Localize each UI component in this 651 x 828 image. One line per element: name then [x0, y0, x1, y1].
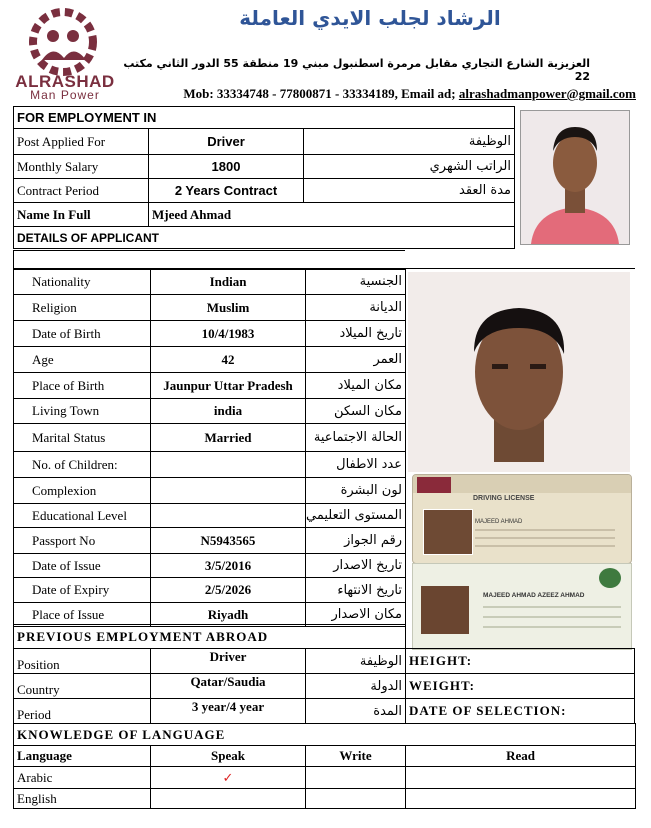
- religion-value: Muslim: [151, 295, 306, 321]
- label: Contract Period: [14, 179, 149, 203]
- place-of-issue-value: Riyadh: [151, 603, 306, 627]
- qatar-license-card: [412, 474, 632, 564]
- label-ar: الوظيفة: [304, 129, 515, 155]
- label: Position: [14, 649, 151, 674]
- employment-table: [13, 106, 515, 249]
- column-header: Speak: [151, 746, 306, 767]
- company-title-arabic: الرشاد لجلب الايدي العاملة: [239, 6, 501, 30]
- label: Passport No: [14, 528, 151, 554]
- label: No. of Children:: [14, 452, 151, 478]
- marital-value: Married: [151, 424, 306, 452]
- write-cell: [306, 767, 406, 789]
- birthplace-value: Jaunpur Uttar Pradesh: [151, 373, 306, 399]
- contact-phones: Mob: 33334748 - 77800871 - 33334189, Email ad;: [183, 86, 459, 101]
- label-ar: الجنسية: [306, 269, 406, 295]
- label: Age: [14, 347, 151, 373]
- label: Country: [14, 674, 151, 699]
- license-name: MAJEED AHMAD: [475, 519, 523, 525]
- label-ar: الدولة: [306, 674, 406, 699]
- label-ar: عدد الاطفال: [306, 452, 406, 478]
- language-name: English: [14, 789, 151, 809]
- column-header: Write: [306, 746, 406, 767]
- read-cell: [406, 789, 636, 809]
- label-ar: لون البشرة: [306, 478, 406, 504]
- applicant-heading: DETAILS OF APPLICANT: [14, 227, 515, 249]
- height-label: HEIGHT:: [406, 649, 635, 674]
- label: Nationality: [14, 269, 151, 295]
- spacer-row: [14, 251, 406, 270]
- label: Date of Expiry: [14, 578, 151, 603]
- children-value: [151, 452, 306, 478]
- weight-label: WEIGHT:: [406, 674, 635, 699]
- iqama-name: MAJEED AHMAD AZEEZ AHMAD: [483, 592, 585, 599]
- label-ar: الوظيفة: [306, 649, 406, 674]
- language-name: Arabic: [14, 767, 151, 789]
- label: Marital Status: [14, 424, 151, 452]
- label: Place of Birth: [14, 373, 151, 399]
- label-ar: مكان السكن: [306, 399, 406, 424]
- issue-date-value: 3/5/2016: [151, 554, 306, 578]
- label-ar: العمر: [306, 347, 406, 373]
- name-value: Mjeed Ahmad: [149, 203, 515, 227]
- applicant-photo-small: [520, 110, 630, 245]
- label-ar: الديانة: [306, 295, 406, 321]
- post-value: Driver: [149, 129, 304, 155]
- label: Date of Issue: [14, 554, 151, 578]
- contact-line: [120, 86, 636, 102]
- column-header: Read: [406, 746, 636, 767]
- saudi-iqama-card: [412, 563, 632, 650]
- label: Period: [14, 699, 151, 724]
- country-value: Qatar/Saudia: [151, 674, 306, 699]
- applicant-table: [13, 250, 405, 270]
- read-cell: [406, 767, 636, 789]
- logo-subtitle: Man Power: [30, 88, 100, 102]
- label-ar: مدة العقد: [304, 179, 515, 203]
- language-heading: KNOWLEDGE OF LANGUAGE: [14, 724, 636, 746]
- label-ar: مكان الميلاد: [306, 373, 406, 399]
- language-table: [13, 723, 636, 809]
- date-of-selection-label: DATE OF SELECTION:: [406, 699, 635, 724]
- label: Post Applied For: [14, 129, 149, 155]
- name-label: Name In Full: [14, 203, 149, 227]
- label: Living Town: [14, 399, 151, 424]
- label-ar: المستوى التعليمي: [306, 504, 406, 528]
- logo-name: ALRASHAD: [15, 72, 115, 91]
- label: Monthly Salary: [14, 155, 149, 179]
- nationality-value: Indian: [151, 269, 306, 295]
- label-ar: تاريخ الميلاد: [306, 321, 406, 347]
- previous-heading: PREVIOUS EMPLOYMENT ABROAD: [14, 625, 406, 649]
- passport-value: N5943565: [151, 528, 306, 554]
- label: Educational Level: [14, 504, 151, 528]
- label-ar: تاريخ الانتهاء: [306, 578, 406, 603]
- label-ar: مكان الاصدار: [306, 603, 406, 627]
- employment-heading: FOR EMPLOYMENT IN: [14, 107, 515, 129]
- label-ar: تاريخ الاصدار: [306, 554, 406, 578]
- dob-value: 10/4/1983: [151, 321, 306, 347]
- label-ar: رقم الجواز: [306, 528, 406, 554]
- license-title: DRIVING LICENSE: [473, 495, 535, 502]
- expiry-date-value: 2/5/2026: [151, 578, 306, 603]
- license-photo: [423, 509, 473, 555]
- label: Date of Birth: [14, 321, 151, 347]
- label-ar: الحالة الاجتماعية: [306, 424, 406, 452]
- iqama-photo: [421, 586, 469, 634]
- label-ar: المدة: [306, 699, 406, 724]
- column-header: Language: [14, 746, 151, 767]
- write-cell: [306, 789, 406, 809]
- company-address: العزيزية الشارع التجاري مقابل مرمرة اسطنبول مبني 19 منطقة 55 الدور الثاني مكتب 22: [123, 57, 590, 83]
- details-table: [13, 268, 406, 627]
- physical-table: [405, 648, 635, 724]
- label: Complexion: [14, 478, 151, 504]
- speak-check: [151, 789, 306, 809]
- applicant-photo-large: [408, 272, 630, 472]
- label: Religion: [14, 295, 151, 321]
- salary-value: 1800: [149, 155, 304, 179]
- label: Place of Issue: [14, 603, 151, 627]
- email-link[interactable]: alrashadmanpower@gmail.com: [458, 86, 636, 101]
- complexion-value: [151, 478, 306, 504]
- period-value: 3 year/4 year: [151, 699, 306, 724]
- label-ar: الراتب الشهري: [304, 155, 515, 179]
- education-value: [151, 504, 306, 528]
- previous-employment-table: [13, 624, 406, 724]
- position-value: Driver: [151, 649, 306, 674]
- contract-value: 2 Years Contract: [149, 179, 304, 203]
- age-value: 42: [151, 347, 306, 373]
- living-town-value: india: [151, 399, 306, 424]
- speak-check: ✓: [151, 767, 306, 789]
